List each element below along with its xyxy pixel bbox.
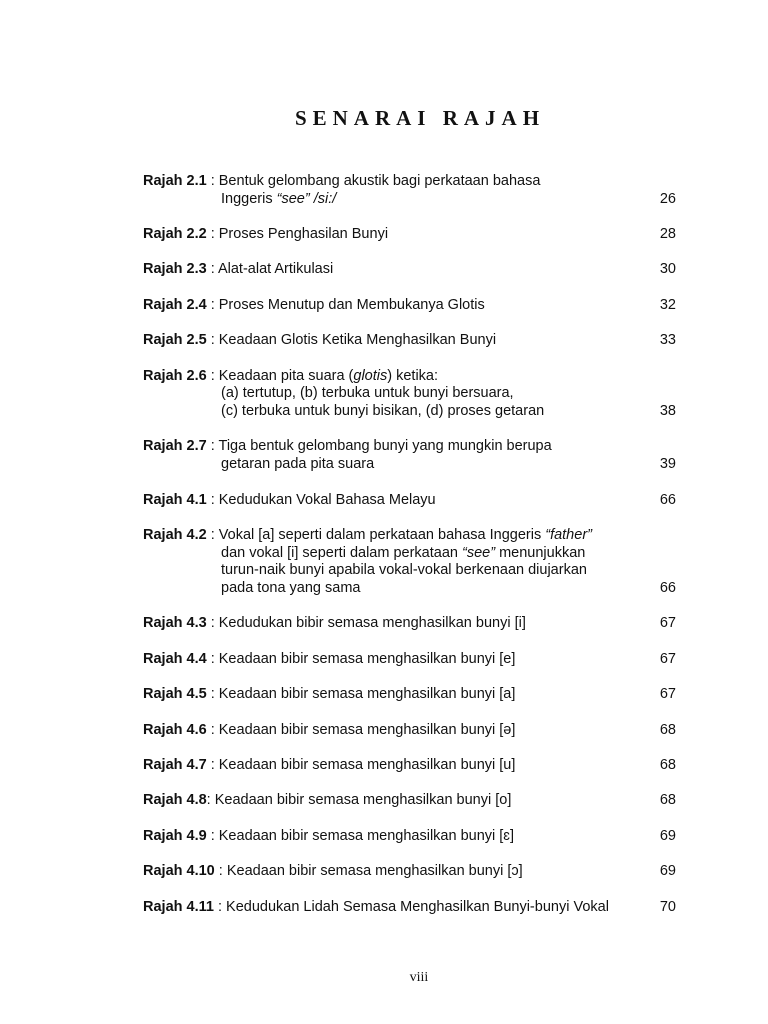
list-item: Rajah 4.11 : Kedudukan Lidah Semasa Menghasilkan Bunyi-bunyi Vokal 70 bbox=[143, 898, 676, 915]
list-item: Rajah 4.3 : Kedudukan bibir semasa menghasilkan bunyi [i] 67 bbox=[143, 615, 676, 632]
figure-caption: Bentuk gelombang akustik bagi perkataan bahasa bbox=[218, 173, 541, 189]
figure-caption: Keadaan bibir semasa menghasilkan bunyi [ə] bbox=[218, 721, 516, 738]
list-item: Rajah 4.7 : Keadaan bibir semasa menghasilkan bunyi [u] 68 bbox=[143, 757, 676, 773]
page-ref: 33 bbox=[659, 332, 676, 349]
figure-list bbox=[143, 173, 676, 934]
list-item: Rajah 2.4 : Proses Menutup dan Membukanya Glotis 32 bbox=[143, 296, 676, 313]
figure-label: Rajah 4.3 bbox=[143, 615, 207, 632]
list-item: Rajah 2.6 : Keadaan pita suara (glotis) ketika: (a) tertutup, (b) terbuka untuk bunyi bersuara, (c) terbuka untuk bunyi bisikan, (d) proses getaran 38 bbox=[143, 367, 676, 420]
page-ref: 67 bbox=[659, 650, 676, 667]
page-ref: 68 bbox=[659, 792, 676, 809]
page-title: SENARAI RAJAH bbox=[294, 106, 546, 130]
figure-caption-cont: turun-naik bunyi apabila vokal-vokal berkenaan diujarkan bbox=[221, 562, 587, 579]
figure-label: Rajah 2.2 bbox=[143, 226, 207, 243]
list-item: Rajah 4.1 : Kedudukan Vokal Bahasa Melayu 66 bbox=[143, 491, 676, 508]
figure-caption: Keadaan bibir semasa menghasilkan bunyi [u] bbox=[218, 757, 516, 773]
figure-caption: Keadaan Glotis Ketika Menghasilkan Bunyi bbox=[218, 332, 497, 349]
figure-caption: Keadaan bibir semasa menghasilkan bunyi [o] bbox=[214, 792, 512, 809]
page-ref: 39 bbox=[659, 456, 676, 473]
page-ref: 67 bbox=[659, 615, 676, 632]
figure-caption: Keadaan bibir semasa menghasilkan bunyi [a] bbox=[218, 686, 516, 703]
page-ref: 32 bbox=[659, 296, 676, 313]
figure-label: Rajah 4.2 bbox=[143, 526, 207, 543]
list-item: Rajah 2.7 : Tiga bentuk gelombang bunyi yang mungkin berupa getaran pada pita suara 39 bbox=[143, 438, 676, 473]
figure-label: Rajah 4.4 bbox=[143, 650, 207, 667]
page-ref: 69 bbox=[659, 863, 676, 880]
page-ref: 28 bbox=[659, 226, 676, 243]
list-item: Rajah 2.2 : Proses Penghasilan Bunyi 28 bbox=[143, 226, 676, 243]
figure-caption-cont: dan vokal [i] seperti dalam perkataan “see” menunjukkan bbox=[221, 544, 586, 561]
figure-caption: Vokal [a] seperti dalam perkataan bahasa Inggeris “father” bbox=[218, 526, 592, 543]
list-item: Rajah 4.2 : Vokal [a] seperti dalam perkataan bahasa Inggeris “father” dan vokal [i] seperti dalam perkataan “see” menunjukkan turun-naik bunyi apabila vokal-vokal berkenaan diujarkan pada tona yang sama 66 bbox=[143, 526, 676, 597]
figure-caption: Alat-alat Artikulasi bbox=[217, 261, 334, 278]
figure-caption: Kedudukan Lidah Semasa Menghasilkan Bunyi-bunyi Vokal bbox=[226, 898, 609, 915]
figure-caption: Tiga bentuk gelombang bunyi yang mungkin berupa bbox=[218, 438, 552, 455]
page-ref: 68 bbox=[659, 721, 676, 738]
page-ref: 70 bbox=[659, 898, 676, 915]
figure-caption-cont: pada tona yang sama bbox=[221, 580, 361, 597]
figure-label: Rajah 2.6 bbox=[143, 367, 207, 384]
figure-caption: Kedudukan Vokal Bahasa Melayu bbox=[218, 491, 436, 508]
figure-label: Rajah 2.5 bbox=[143, 332, 207, 349]
list-item: Rajah 4.5 : Keadaan bibir semasa menghasilkan bunyi [a] 67 bbox=[143, 686, 676, 703]
figure-label: Rajah 4.8 bbox=[143, 792, 207, 809]
figure-label: Rajah 4.5 bbox=[143, 686, 207, 703]
list-item: Rajah 4.10 : Keadaan bibir semasa menghasilkan bunyi [ɔ] 69 bbox=[143, 863, 676, 880]
list-item: Rajah 4.6 : Keadaan bibir semasa menghasilkan bunyi [ə] 68 bbox=[143, 721, 676, 738]
list-item: Rajah 2.3 : Alat-alat Artikulasi 30 bbox=[143, 261, 676, 278]
figure-caption: Proses Menutup dan Membukanya Glotis bbox=[218, 296, 485, 313]
page-number: viii bbox=[409, 970, 429, 985]
page-ref: 69 bbox=[659, 827, 676, 844]
figure-label: Rajah 2.4 bbox=[143, 296, 207, 313]
page-ref: 30 bbox=[659, 261, 676, 278]
figure-caption-cont: (c) terbuka untuk bunyi bisikan, (d) proses getaran bbox=[221, 403, 545, 420]
figure-caption-cont: (a) tertutup, (b) terbuka untuk bunyi bersuara, bbox=[221, 385, 514, 402]
figure-label: Rajah 4.9 bbox=[143, 827, 207, 844]
page-ref: 66 bbox=[659, 491, 676, 508]
figure-caption: Proses Penghasilan Bunyi bbox=[218, 226, 389, 243]
page-ref: 68 bbox=[659, 757, 676, 773]
list-item: Rajah 2.5 : Keadaan Glotis Ketika Menghasilkan Bunyi 33 bbox=[143, 332, 676, 349]
figure-label: Rajah 2.3 bbox=[143, 261, 207, 278]
page-ref: 26 bbox=[659, 190, 676, 207]
figure-label: Rajah 2.7 bbox=[143, 438, 207, 455]
figure-caption: Keadaan bibir semasa menghasilkan bunyi [e] bbox=[218, 650, 516, 667]
figure-caption-cont: getaran pada pita suara bbox=[221, 456, 375, 473]
list-item: Rajah 4.9 : Keadaan bibir semasa menghasilkan bunyi [ɛ] 69 bbox=[143, 827, 676, 844]
figure-caption: Keadaan bibir semasa menghasilkan bunyi [ɔ] bbox=[226, 863, 523, 880]
page-ref: 67 bbox=[659, 686, 676, 703]
figure-caption: Keadaan bibir semasa menghasilkan bunyi [ɛ] bbox=[218, 827, 514, 844]
figure-caption: Kedudukan bibir semasa menghasilkan bunyi [i] bbox=[218, 615, 526, 632]
figure-label: Rajah 4.6 bbox=[143, 721, 207, 738]
figure-label: Rajah 4.11 bbox=[143, 898, 214, 915]
figure-label: Rajah 2.1 bbox=[143, 173, 207, 189]
page-ref: 38 bbox=[659, 403, 676, 420]
page-ref: 66 bbox=[659, 580, 676, 597]
list-item: Rajah 4.8: Keadaan bibir semasa menghasilkan bunyi [o] 68 bbox=[143, 792, 676, 809]
figure-label: Rajah 4.7 bbox=[143, 757, 207, 773]
figure-label: Rajah 4.10 bbox=[143, 863, 215, 880]
list-item: Rajah 2.1 : Bentuk gelombang akustik bagi perkataan bahasa Inggeris “see” /si:/ 26 bbox=[143, 173, 676, 207]
figure-caption-cont: Inggeris “see” /si:/ bbox=[221, 190, 337, 207]
figure-caption: Keadaan pita suara (glotis) ketika: bbox=[218, 367, 439, 384]
figure-label: Rajah 4.1 bbox=[143, 491, 207, 508]
list-item: Rajah 4.4 : Keadaan bibir semasa menghasilkan bunyi [e] 67 bbox=[143, 650, 676, 667]
